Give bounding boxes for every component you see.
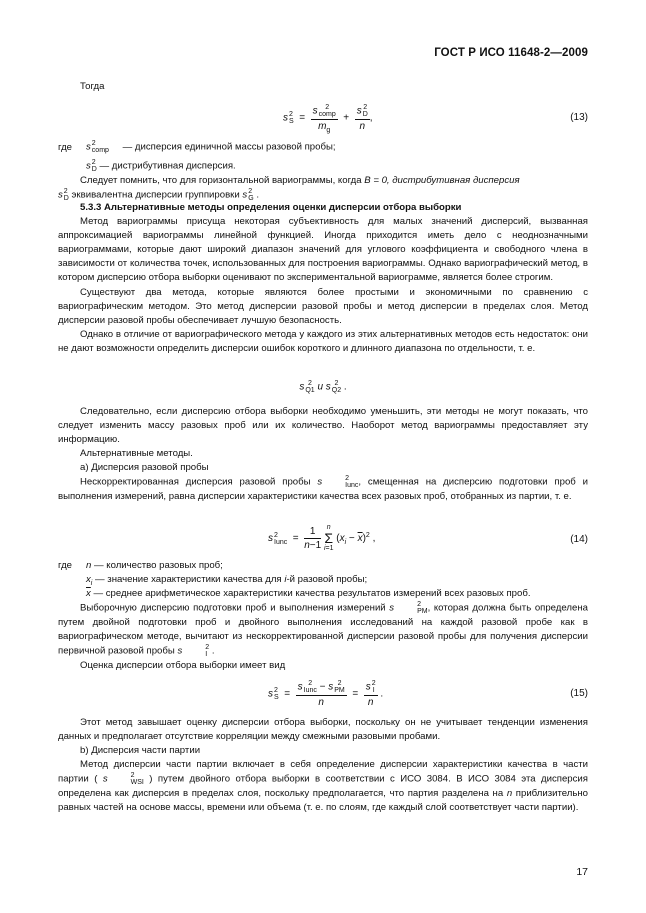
equation-14 [58,524,588,558]
equation-15-number: (15) [570,688,588,699]
equation-14-body: s 2 Iunc = $\frac{1}{n-1}$ n Σ i=1 $(x_i - \overline{x})^2$ , [268,524,376,552]
para-3: Однако в отличие от вариографического метода у каждого из этих альтернативных методов есть недостаток: они не дают возможности определить дисперсии ошибок короткого и длинного диапазона по отдельности, т. е. [58,328,588,354]
eq14-definitions: где n — количество разовых проб; $x_i$ — значение характеристики качества для i-й разовой пробы; $\overline{x}$ — среднее арифметическое характеристики качества результатов измерений всех разовых проб. Выборочную дисперсию подготовки проб и выполнения измерений s 2 PM , которая должна быть определена путем двойной подготовки проб и двойного выполнения исследований на каждой разовой пробе как в вариографическом методе, вычитают из нескорректированной дисперсии разовой пробы для получения дисперсии первичной разовой пробы s 2 I . Оценка дисперсии отбора выборки имеет вид [58,559,588,673]
equation-15 [58,680,588,712]
equation-q1-q2: s 2 Q1 и s 2 Q2 . [299,380,347,394]
def-comp: — дисперсия единичной массы разовой пробы; [122,141,336,153]
def-n: — количество разовых проб; [94,560,223,571]
where-label-2: где [58,560,73,571]
para-5-b: , смещенная на дисперсию подготовки проб и выполнения измерений, равна дисперсии характеристики качества всех разовых проб, отобранных из партии, т. е. [58,477,588,503]
document-header: ГОСТ Р ИСО 11648-2—2009 [434,47,588,59]
then-text: Тогда [80,81,105,92]
and-word: и [317,381,323,393]
equation-15-body: s 2 S = s 2 Iunc − s 2 PM n = s 2 I n . [268,680,384,708]
section-title: 5.3.3 Альтернативные методы определения оценки дисперсии отбора выборки [80,202,462,213]
where-label: где [58,141,73,153]
note-remember-1: Следует помнить, что для горизонтальной вариограммы, когда [80,175,362,187]
para-7: Оценка дисперсии отбора выборки имеет вид [80,659,286,671]
page-number: 17 [576,866,588,878]
eq13-definitions: где s 2 comp — дисперсия единичной массы разовой пробы; s 2 D — дистрибутивная дисперсия. Следует помнить, что для горизонтальной вариограммы, когда B = 0, дистрибутивная дисперсия s 2 D эквивалентна дисперсии группировки s 2 G . [58,140,520,203]
section-lot-part: Этот метод завышает оценку дисперсии отбора выборки, поскольку он не учитывает тенденции изменения данных и предполагает отсутствие корреляции между смежными разовыми пробами. b) Дисперсия части партии Метод дисперсии части партии включает в себя определение дисперсии характеристики качества в части партии ( s 2 WSI ) путем двойного отбора выборки в соответствии с ИСО 3084. В ИСО 3084 эта дисперсия определена как дисперсия в пределах слоя, поскольку предполагается, что партия разделена на n приблизительно равных частей на основе массы, времени или объема (т. е. по слоям, где каждый слой соответствует части партии). [58,717,588,814]
para-1: Метод вариограммы присуща некоторая субъективность для малых значений дисперсий, вызванная аппроксимацией вариограммы линейной функцией. Иногда приходится иметь дело с неоднозначными вариограммами, которые дают широкий диапазон значений для углового коэффициента и свободного члена в зависимости от количества точек, использованных для построения вариограммы. Однако вариографический метод, в котором дисперсию отбора выборки оценивают по экспериментальной вариограмме, является более строгим. [58,216,588,284]
note-remember-b: B = 0, дистрибутивная дисперсия [364,175,520,187]
equation-13-number: (13) [570,112,588,123]
para-5-a: Нескорректированная дисперсия разовой пробы [80,477,311,488]
equation-13-body: s 2 S = s 2 comp $m_g$ + s 2 D n , [283,104,373,134]
para-2: Существуют два метода, которые являются более простыми и экономичными по сравнению с вариографическим методом. Это метод дисперсии разовой пробы и метод дисперсии в пределах слоя. Метод дисперсии разовой пробы обеспечивает лучшую безопасность. [58,286,588,326]
alt-methods: Альтернативные методы. [80,448,193,460]
def-d: — дистрибутивная дисперсия. [99,160,236,172]
item-a: а) Дисперсия разовой пробы [80,462,209,474]
def-xi: — значение характеристики качества для [95,574,282,586]
para-6-a: Выборочную дисперсию подготовки проб и выполнения измерений [80,602,386,614]
section-alternatives: Следовательно, если дисперсию отбора выборки необходимо уменьшить, эти методы не могут показать, что следует изменить массу разовых проб или их количество. Наоборот метод вариограммы предоставляет эту информацию. Альтернативные методы. а) Дисперсия разовой пробы Нескорректированная дисперсия разовой пробы s 2 Iunc , смещенная на дисперсию подготовки проб и выполнения измерений, равна дисперсии характеристики качества всех разовых проб, отобранных из партии, т. е. [58,406,588,503]
equation-13 [58,104,588,134]
def-xi-b: -й разовой пробы; [286,574,368,586]
para-9-b: ) путем двойного отбора выборки в соответствии с ИСО 3084. В ИСО 3084 эта дисперсия определена как дисперсия в пределах слоя, поскольку предполагается, что партия разделена на [58,773,588,799]
section-5-3-3 [58,201,588,356]
para-6-b: , которая должна быть определена путем двойной подготовки проб и двойного выполнения исследований на каждой разовой пробе как в вариографическом методе, вычитают из нескорректированной дисперсии разовой пробы для получения дисперсии первичной разовой пробы [58,602,588,657]
then-line [58,80,588,94]
equation-14-number: (14) [570,534,588,545]
para-8: Этот метод завышает оценку дисперсии отбора выборки, поскольку он не учитывает тенденции изменения данных и предполагает отсутствие корреляции между смежными разовыми пробами. [58,717,588,743]
para-9-c: приблизительно равных частей на основе массы, времени или объема (т. е. по слоям, где каждый слой соответствует части партии). [58,788,588,814]
note-remember-2: эквивалентна дисперсии группировки [71,189,240,201]
def-xbar: — среднее арифметическое характеристики качества результатов измерений всех разовых проб. [93,588,531,600]
para-4: Следовательно, если дисперсию отбора выборки необходимо уменьшить, эти методы не могут показать, что следует изменить массу разовых проб или их количество. Наоборот метод вариограммы предоставляет эту информацию. [58,406,588,446]
item-b: b) Дисперсия части партии [80,745,201,757]
para-9-a: Метод дисперсии части партии включает в себя определение дисперсии характеристики качества в части партии ( [58,759,588,785]
